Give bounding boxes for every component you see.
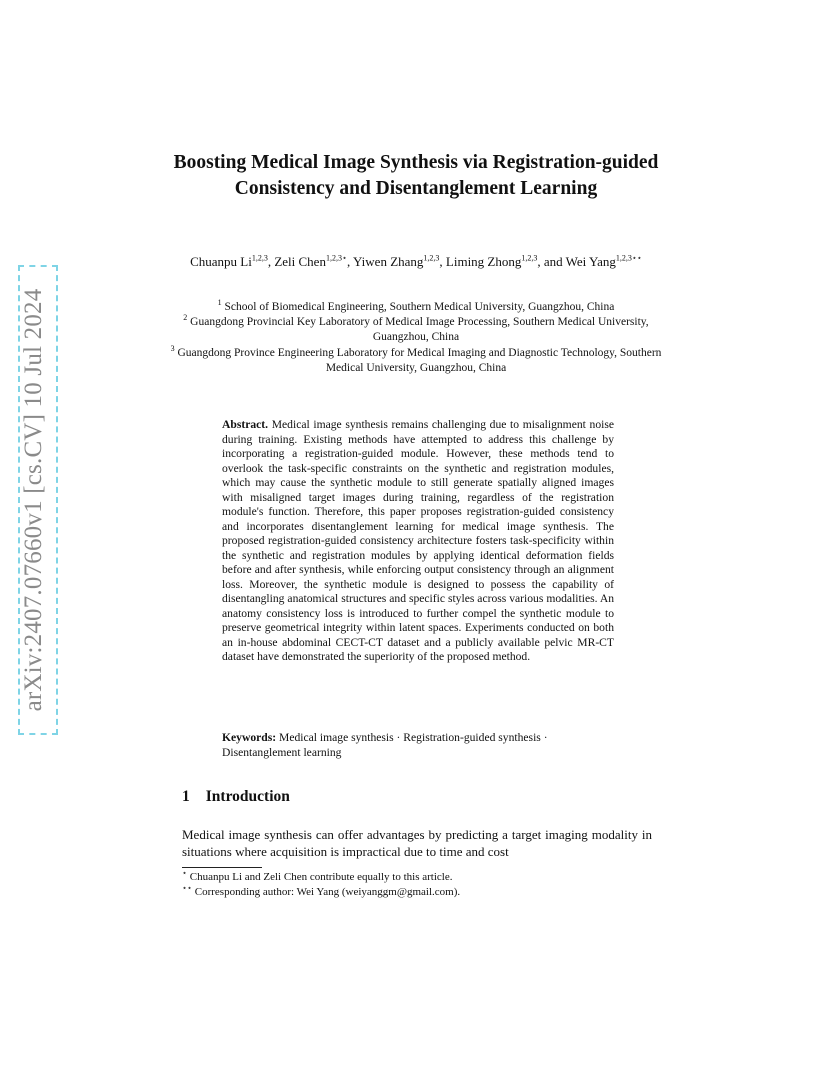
author-affiliation-marker: 1,2,3⋆: [325, 253, 347, 263]
affiliation-item: [170, 315, 662, 345]
affiliation-text: School of Biomedical Engineering, Southern Medical University, Guangzhou, China: [224, 301, 615, 313]
affiliation-number: 2: [183, 313, 188, 323]
author-separator: ,: [439, 254, 446, 269]
author-separator: , and: [537, 254, 566, 269]
affiliation-item: [170, 343, 662, 376]
footnote-mark: ⋆⋆: [182, 883, 193, 893]
affiliation-number: 1: [217, 298, 222, 308]
author-affiliation-marker: 1,2,3⋆⋆: [615, 253, 642, 263]
author-name: Yiwen Zhang: [353, 254, 424, 269]
footnote-rule: [182, 867, 262, 868]
author-separator: ,: [267, 254, 275, 269]
keywords-label: Keywords:: [222, 731, 277, 744]
intro-paragraph: Medical image synthesis can offer advantages by predicting a target imaging modality in situations where acquisition is impractical due to time and cost: [182, 827, 652, 859]
author-affiliation-marker: 1,2,3: [251, 253, 268, 263]
section-heading: [182, 788, 290, 806]
author-name: Liming Zhong: [445, 254, 522, 269]
author-list: [170, 253, 662, 270]
author-name: Zeli Chen: [274, 254, 326, 269]
paper-title: Boosting Medical Image Synthesis via Registration-guided Consistency and Disentanglement Learning: [173, 152, 659, 199]
author-name: Wei Yang: [565, 254, 616, 269]
footnote-list: [182, 870, 652, 900]
author-affiliation-marker: 1,2,3: [423, 253, 440, 263]
footnote-text: Corresponding author: Wei Yang (weiyanggm@gmail.com).: [194, 886, 461, 898]
abstract-label: Abstract.: [222, 418, 269, 431]
keywords-text: Medical image synthesis · Registration-guided synthesis · Disentanglement learning: [222, 731, 548, 759]
footnote-item: [182, 885, 652, 900]
author-separator: ,: [346, 254, 353, 269]
abstract-text: Medical image synthesis remains challenging due to misalignment noise during training. Existing methods have attempted to address this challenge by incorporating a registration-guided module. However, these methods tend to overlook the task-specific constraints on the synthetic and registration modules, which may cause the synthetic module to still generate spatially aligned images with misaligned target images during training, regardless of the registration module's function. Therefore, this paper proposes registration-guided consistency and incorporates disentanglement learning for medical image synthesis. The proposed registration-guided consistency architecture fosters task-specificity within the synthetic and registration modules by applying identical deformation fields before and after synthesis, while enforcing output consistency through an alignment loss. Moreover, the synthetic module is designed to possess the capability of disentangling anatomical structures and specific styles across various modalities. An anatomy consistency loss is introduced to further compel the synthetic module to preserve geometrical integrity within latent spaces. Experiments conducted on both an in-house abdominal CECT-CT dataset and a publicly available pelvic MR-CT dataset have demonstrated the superiority of the proposed method.: [222, 418, 614, 663]
author-affiliation-marker: 1,2,3: [521, 253, 538, 263]
author-name: Chuanpu Li: [190, 254, 252, 269]
affiliation-number: 3: [170, 343, 175, 353]
footnote-text: Chuanpu Li and Zeli Chen contribute equally to this article.: [189, 871, 453, 883]
keywords-block: [222, 731, 614, 760]
affiliation-list: [170, 300, 662, 376]
footnote-mark: ⋆: [182, 868, 188, 878]
section-title: Introduction: [205, 788, 290, 805]
arxiv-identifier[interactable]: arXiv:2407.07660v1 [cs.CV] 10 Jul 2024: [20, 288, 47, 712]
abstract-block: [222, 418, 614, 665]
footnote-item: [182, 870, 652, 885]
affiliation-text: Guangdong Provincial Key Laboratory of Medical Image Processing, Southern Medical University, Guangzhou, China: [190, 316, 649, 344]
section-number: 1: [182, 788, 190, 805]
affiliation-text: Guangdong Province Engineering Laboratory for Medical Imaging and Diagnostic Technology, Southern Medical University, Guangzhou, China: [177, 346, 662, 374]
affiliation-item: [170, 300, 662, 315]
